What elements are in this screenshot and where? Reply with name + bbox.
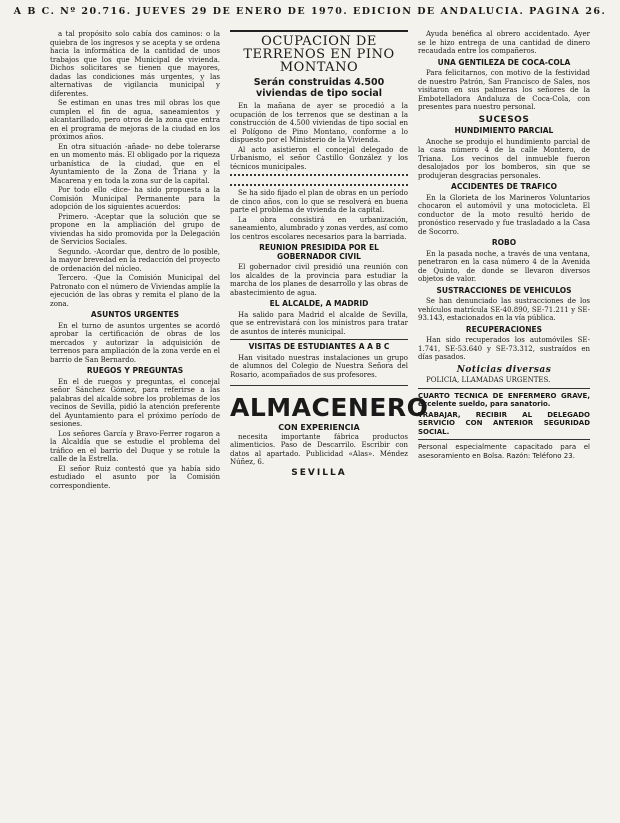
divider: [418, 439, 590, 440]
section-heading-asuntos: ASUNTOS URGENTES: [90, 310, 180, 319]
classified-ad-almacenero: [230, 385, 429, 478]
article-paragraph: Se estiman en unas tres mil obras los que cumplen el fin de agua, saneamientos y alcantarillado, pero otros de la zona que entra en el programa de mejoras de la ciudad en los próximos años.: [50, 99, 220, 141]
article-paragraph: El gobernador civil presidió una reunión con los alcaldes de la provincia para estudiar la marcha de los planes de desarrollo y las obras de abastecimiento de agua.: [230, 263, 408, 297]
page-header: A B C. Nº 20.716. JUEVES 29 DE ENERO DE 1970. EDICION DE ANDALUCIA. PAGINA 26.: [13, 6, 607, 17]
article-paragraph: En otra situación -añade- no debe tolerarse en un momento más. El obligado por la riqueza urbanística de la ciudad, que en el Ayuntamiento de la Zona de Triana y la Macarena y en toda la zona sur de la capital.: [50, 142, 220, 185]
section-heading-noticias: Noticias diversas: [456, 364, 552, 375]
column-left: [50, 30, 220, 820]
article-paragraph: POLICIA, LLAMADAS URGENTES.: [426, 376, 551, 384]
article-paragraph: Han sido recuperados los automóviles SE-1.741, SE-53.640 y SE-73.312, sustraídos en días pasados.: [418, 336, 590, 361]
article-paragraph: En el turno de asuntos urgentes se acordó aprobar la certificación de obras de los mercados y autorizar la adquisición de terrenos para ampliación de la zona verde en el barrio de San Bernardo.: [50, 321, 220, 364]
article-paragraph: El señor Ruiz contestó que ya había sido estudiado el asunto por la Comisión correspondiente.: [50, 464, 220, 490]
article-paragraph: Al acto asistieron el concejal delegado de Urbanismo, el señor Castillo González y los técnicos municipales.: [230, 145, 408, 171]
decorative-divider: [230, 174, 408, 186]
section-heading-sustracciones: SUSTRACCIONES DE VEHICULOS: [436, 285, 572, 295]
article-paragraph: La obra consistirá en urbanización, saneamiento, alumbrado y zonas verdes, así como los centros escolares necesarios para la barriada.: [230, 215, 408, 241]
subheadline-viviendas: Serán construidas 4.500 viviendas de tipo social: [253, 77, 385, 99]
article-paragraph: Anoche se produjo el hundimiento parcial de la casa número 4 de la calle Montero, de Triana. Los vecinos del inmueble fueron desalojados por los bomberos, sin que se produjeran desgracias personales.: [418, 137, 590, 180]
article-paragraph: En la Glorieta de los Marineros Voluntarios chocaron el automóvil y una motocicleta. El conductor de la moto resultó herido de pronóstico reservado y fue trasladado a la Casa de Socorro.: [418, 193, 590, 236]
article-paragraph: En el de ruegos y preguntas, el concejal señor Sánchez Gómez, para referirse a las palabras del alcalde sobre los problemas de los vecinos de Sevilla, pidió la atención preferente del Ayuntamiento para el próximo período de sesiones.: [50, 377, 220, 428]
article-paragraph: Ha salido para Madrid el alcalde de Sevilla, que se entrevistará con los ministros para tratar de asuntos de interés municipal.: [230, 310, 408, 336]
section-heading-reunion: REUNION PRESIDIDA POR EL GOBERNADOR CIVIL: [259, 243, 379, 261]
divider: [418, 388, 590, 389]
section-heading-gentileza: UNA GENTILEZA DE COCA-COLA: [437, 57, 571, 67]
column-right: [418, 30, 590, 820]
section-heading-visitas: VISITAS DE ESTUDIANTES A A B C: [248, 342, 390, 351]
article-paragraph: Tercero. -Que la Comisión Municipal del Patronato con el número de Viviendas amplíe la ejecución de las obras y remita el plano de la zona.: [50, 274, 220, 308]
small-ad: TRABAJAR, RECIBIR AL DELEGADO SERVICIO CON ANTERIOR SEGURIDAD SOCIAL.: [418, 410, 590, 436]
small-ad: CUARTO TECNICA DE ENFERMERO GRAVE, excelente sueldo, para sanatorio.: [418, 391, 590, 408]
ad-text: necesita importante fábrica productos alimenticios. Paso de Descarrilo. Escribir con datos al apartado. Publicidad «Alas». Méndez Núñez, 6.: [230, 432, 408, 466]
column-center: [230, 30, 429, 820]
article-paragraph: a tal propósito solo cabía dos caminos: o la quiebra de los ingresos y se acepta y se ordena hacia la informática de la cantidad de unos trabajos que los que Municipal de vivienda. Dichos solicitares se tienen que mayores, dadas las condiciones más urgentes, y las alternativas de vigilancia municipal y diferentes.: [50, 30, 220, 98]
article-paragraph: Ayuda benéfica al obrero accidentado. Ayer se le hizo entrega de una cantidad de dinero recaudada entre los compañeros.: [418, 30, 590, 55]
article-paragraph: En la mañana de ayer se procedió a la ocupación de los terrenos que se destinan a la construcción de 4.500 viviendas de tipo social en el Polígono de Pino Montano, conforme a lo dispuesto por el Ministerio de la Vivienda.: [230, 102, 408, 144]
article-paragraph: Han visitado nuestras instalaciones un grupo de alumnos del Colegio de Nuestra Señora del Rosario, acompañados de sus profesores.: [230, 353, 408, 379]
article-paragraph: En la pasada noche, a través de una ventana, penetraron en la casa número 4 de la Avenida de Quinto, de donde se llevaron diversos objetos de valor.: [418, 249, 590, 283]
article-paragraph: Segundo. -Acordar que, dentro de lo posible, la mayor brevedad en la redacción del proyecto de ordenación del núcleo.: [50, 247, 220, 273]
article-paragraph: Por todo ello -dice- ha sido propuesta a la Comisión Municipal Permanente para la adopción de los siguientes acuerdos:: [50, 186, 220, 211]
headline-pino-montano: OCUPACION DE TERRENOS EN PINO MONTANO: [230, 30, 408, 74]
ad-title: ALMACENERO: [230, 393, 429, 422]
section-heading-hundimiento: HUNDIMIENTO PARCIAL: [454, 126, 554, 135]
ad-city: SEVILLA: [291, 467, 347, 478]
section-heading-robo: ROBO: [491, 238, 517, 247]
section-heading-sucesos: SUCESOS: [478, 114, 530, 125]
article-paragraph: Se ha sido fijado el plan de obras en un período de cinco años, con lo que se resolverá en buena parte el problema de vivienda de la capital.: [230, 189, 408, 214]
section-heading-recuperaciones: RECUPERACIONES: [465, 324, 543, 334]
article-paragraph: Los señores García y Bravo-Ferrer rogaron a la Alcaldía que se estudie el problema del tráfico en el barrio del Duque y se rotule la calle de la Estrella.: [50, 429, 220, 463]
section-heading-accidentes: ACCIDENTES DE TRAFICO: [451, 182, 557, 191]
article-paragraph: Se han denunciado las sustracciones de los vehículos matrícula SE-40.890, SE-71.211 y SE-93.143, estacionados en la vía pública.: [418, 297, 590, 322]
divider: [230, 339, 408, 340]
article-paragraph: Para felicitarnos, con motivo de la festividad de nuestro Patrón, San Francisco de Sales, nos visitaron en sus palmeras los señores de la Embotelladora Andaluza de Coca-Cola, con presentes para nuestro personal.: [418, 69, 590, 111]
section-heading-ruegos: RUEGOS Y PREGUNTAS: [86, 366, 184, 375]
section-heading-alcalde: EL ALCALDE, A MADRID: [269, 299, 369, 308]
article-paragraph: Primero. -Aceptar que la solución que se propone en la ampliación del grupo de viviendas ha sido promovida por la Delegación de Servicios Sociales.: [50, 212, 220, 246]
footer-ad: Personal especialmente capacitado para el asesoramiento en Bolsa. Razón: Teléfono 23.: [418, 443, 590, 460]
ad-subtitle: CON EXPERIENCIA: [278, 423, 360, 432]
